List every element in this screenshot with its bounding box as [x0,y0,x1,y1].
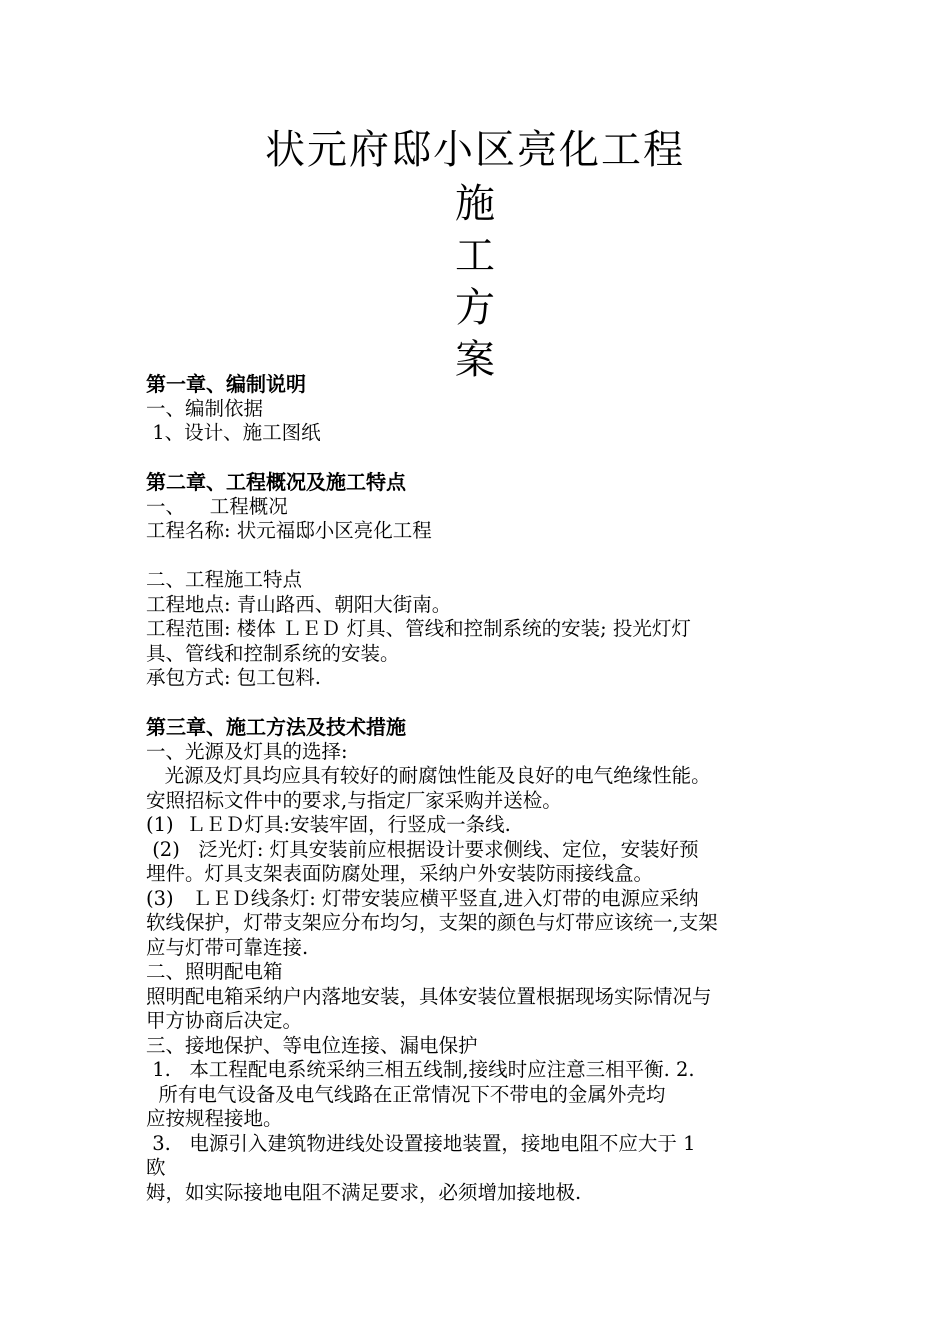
text-line: 一、编制依据 [146,396,264,420]
text-line: 软线保护，灯带支架应分布均匀，支架的颜色与灯带应该统一,支架 [146,911,718,934]
paragraph-gap [146,446,806,471]
text-line: 具、管线和控制系统的安装。 [146,641,400,665]
text-line: 欧 [146,1156,166,1179]
document-title: 状元府邸小区亮化工程 [265,127,685,173]
text-line: 承包方式: 包工包料. [146,666,321,689]
chapter-heading: 第一章、编制说明 [146,372,306,396]
title-char-2: 工 [455,233,495,279]
text-line: 二、照明配电箱 [146,960,283,983]
text-line: 所有电气设备及电气线路在正常情况下不带电的金属外壳均 [146,1082,666,1106]
text-line: 三、接地保护、等电位连接、漏电保护 [146,1033,478,1057]
document-body [146,372,806,1205]
text-line: 1. 本工程配电系统采纳三相五线制,接线时应注意三相平衡. 2. [146,1058,695,1081]
text-line: 甲方协商后决定。 [146,1009,303,1032]
text-line: 光源及灯具均应具有较好的耐腐蚀性能及良好的电气绝缘性能。 [146,764,711,787]
chapter-heading: 第二章、工程概况及施工特点 [146,470,406,494]
title-char-3: 方 [455,285,495,331]
title-char-1: 施 [455,181,495,227]
text-line: 姆，如实际接地电阻不满足要求，必须增加接地极. [146,1180,582,1204]
paragraph-gap [146,691,806,716]
text-line: (1) ＬＥＤ灯具:安装牢固，行竖成一条线. [146,813,511,836]
text-line: 照明配电箱采纳户内落地安装，具体安装位置根据现场实际情况与 [146,984,712,1008]
text-line: 应与灯带可靠连接. [146,935,309,959]
text-line: 工程名称: 状元福邸小区亮化工程 [146,519,432,542]
text-line: 二、工程施工特点 [146,568,303,591]
chapter-heading: 第三章、施工方法及技术措施 [146,715,406,739]
text-line: 埋件。灯具支架表面防腐处理，采纳户外安装防雨接线盒。 [146,862,654,885]
text-line: 1、设计、施工图纸 [146,421,321,444]
text-line: (3) ＬＥＤ线条灯: 灯带安装应横平竖直,进入灯带的电源应采纳 [146,886,699,910]
text-line: 3. 电源引入建筑物进线处设置接地装置，接地电阻不应大于 1 [146,1131,696,1155]
text-line: 工程地点: 青山路西、朝阳大街南。 [146,592,452,616]
paragraph-gap [146,544,806,569]
text-line: 一、光源及灯具的选择: [146,739,348,763]
text-line: 应按规程接地。 [146,1107,283,1130]
text-line: 安照招标文件中的要求,与指定厂家采购并送检。 [146,788,562,812]
text-line: 工程范围: 楼体 ＬＥＤ 灯具、管线和控制系统的安装; 投光灯灯 [146,617,691,640]
text-line: 一、 工程概况 [146,494,288,518]
title-char-4: 案 [455,337,495,383]
text-line: (2) 泛光灯: 灯具安装前应根据设计要求侧线、定位，安装好预 [146,837,699,861]
